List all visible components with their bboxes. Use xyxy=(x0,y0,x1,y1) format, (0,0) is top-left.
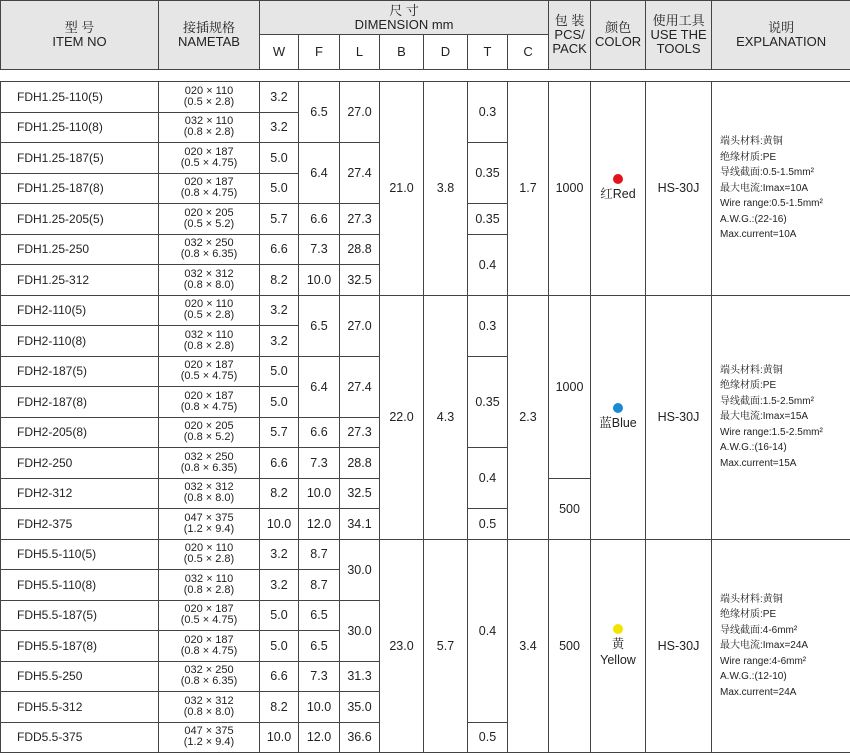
nametab: 032 × 110 (0.8 × 2.8) xyxy=(159,570,260,601)
header-dim-l: L xyxy=(340,35,380,70)
color-cell xyxy=(591,295,646,539)
dim-l: 28.8 xyxy=(340,234,380,265)
item-no: FDH5.5-110(8) xyxy=(1,570,159,601)
dim-l: 27.4 xyxy=(340,356,380,417)
dim-t: 0.35 xyxy=(468,204,508,235)
nametab: 020 × 205 (0.5 × 5.2) xyxy=(159,204,260,235)
header-nametab: 接插规格 NAMETAB xyxy=(159,1,260,70)
dim-t: 0.3 xyxy=(468,82,508,143)
item-no: FDH5.5-110(5) xyxy=(1,539,159,570)
dim-l: 36.6 xyxy=(340,722,380,753)
red-dot-icon xyxy=(613,174,623,184)
dim-l: 35.0 xyxy=(340,692,380,723)
pack-qty: 500 xyxy=(549,478,591,539)
item-no: FDH1.25-110(8) xyxy=(1,112,159,143)
explanation: 端头材料:黄铜 绝缘材质:PE 导线截面:1.5-2.5mm² 最大电流:Imax=15A Wire range:1.5-2.5mm² A.W.G.:(16-14) Max.current=15A xyxy=(712,295,850,539)
tool-name: HS-30J xyxy=(646,82,712,296)
dim-w: 3.2 xyxy=(260,112,299,143)
item-no: FDH1.25-187(8) xyxy=(1,173,159,204)
dim-f: 8.7 xyxy=(299,539,340,570)
header-pack: 包 装 PCS/ PACK xyxy=(549,1,591,70)
dim-c: 2.3 xyxy=(508,295,549,539)
dim-f: 10.0 xyxy=(299,265,340,296)
table-header xyxy=(0,0,850,70)
dim-l: 27.0 xyxy=(340,295,380,356)
nametab: 032 × 250 (0.8 × 6.35) xyxy=(159,661,260,692)
dim-f: 7.3 xyxy=(299,234,340,265)
item-no: FDH1.25-312 xyxy=(1,265,159,296)
pack-qty: 1000 xyxy=(549,295,591,478)
dim-w: 6.6 xyxy=(260,234,299,265)
nametab: 020 × 187 (0.5 × 4.75) xyxy=(159,600,260,631)
pack-qty: 500 xyxy=(549,539,591,753)
nametab: 020 × 187 (0.8 × 4.75) xyxy=(159,387,260,418)
header-dim-d: D xyxy=(424,35,468,70)
header-dim-w: W xyxy=(260,35,299,70)
nametab: 032 × 250 (0.8 × 6.35) xyxy=(159,448,260,479)
color-en: Blue xyxy=(611,416,637,430)
header-color: 颜色 COLOR xyxy=(591,1,646,70)
nametab: 020 × 187 (0.5 × 4.75) xyxy=(159,143,260,174)
item-no: FDH1.25-205(5) xyxy=(1,204,159,235)
item-no: FDH5.5-250 xyxy=(1,661,159,692)
item-no: FDH1.25-187(5) xyxy=(1,143,159,174)
dim-l: 30.0 xyxy=(340,600,380,661)
dim-f: 6.5 xyxy=(299,82,340,143)
tool-name: HS-30J xyxy=(646,295,712,539)
dim-f: 6.5 xyxy=(299,631,340,662)
dim-l: 28.8 xyxy=(340,448,380,479)
dim-t: 0.35 xyxy=(468,356,508,448)
dim-c: 1.7 xyxy=(508,82,549,296)
color-cn: 黄 xyxy=(611,636,625,651)
dim-w: 5.7 xyxy=(260,417,299,448)
blue-dot-icon xyxy=(613,403,623,413)
dim-l: 30.0 xyxy=(340,539,380,600)
item-no: FDH2-110(5) xyxy=(1,295,159,326)
nametab: 020 × 187 (0.8 × 4.75) xyxy=(159,173,260,204)
nametab: 047 × 375 (1.2 × 9.4) xyxy=(159,509,260,540)
nametab: 032 × 312 (0.8 × 8.0) xyxy=(159,478,260,509)
dim-f: 6.6 xyxy=(299,417,340,448)
nametab: 032 × 312 (0.8 × 8.0) xyxy=(159,265,260,296)
dim-f: 6.4 xyxy=(299,356,340,417)
spec-table-body xyxy=(0,81,850,753)
dim-l: 32.5 xyxy=(340,478,380,509)
item-no: FDH2-205(8) xyxy=(1,417,159,448)
dim-w: 6.6 xyxy=(260,448,299,479)
dim-w: 3.2 xyxy=(260,295,299,326)
dim-w: 10.0 xyxy=(260,722,299,753)
color-cell xyxy=(591,539,646,753)
dim-t: 0.4 xyxy=(468,448,508,509)
dim-t: 0.4 xyxy=(468,234,508,295)
item-no: FDH1.25-250 xyxy=(1,234,159,265)
explanation: 端头材料:黄铜 绝缘材质:PE 导线截面:0.5-1.5mm² 最大电流:Imax=10A Wire range:0.5-1.5mm² A.W.G.:(22-16) Max.current=10A xyxy=(712,82,850,296)
color-en: Yellow xyxy=(600,652,636,667)
dim-t: 0.5 xyxy=(468,509,508,540)
color-cn: 蓝 xyxy=(599,416,612,430)
dim-w: 5.0 xyxy=(260,143,299,174)
header-item-no: 型 号 ITEM NO xyxy=(1,1,159,70)
dim-w: 8.2 xyxy=(260,265,299,296)
table-row xyxy=(1,539,850,570)
dim-d: 5.7 xyxy=(424,539,468,753)
dim-d: 4.3 xyxy=(424,295,468,539)
dim-w: 6.6 xyxy=(260,661,299,692)
dim-w: 10.0 xyxy=(260,509,299,540)
table-row xyxy=(1,82,850,113)
nametab: 020 × 187 (0.8 × 4.75) xyxy=(159,631,260,662)
header-explanation: 说明 EXPLANATION xyxy=(712,1,850,70)
item-no: FDH2-110(8) xyxy=(1,326,159,357)
header-dim-c: C xyxy=(508,35,549,70)
nametab: 032 × 110 (0.8 × 2.8) xyxy=(159,326,260,357)
dim-d: 3.8 xyxy=(424,82,468,296)
dim-l: 32.5 xyxy=(340,265,380,296)
item-no: FDH2-250 xyxy=(1,448,159,479)
dim-f: 10.0 xyxy=(299,478,340,509)
dim-l: 34.1 xyxy=(340,509,380,540)
dim-f: 12.0 xyxy=(299,722,340,753)
dim-l: 27.3 xyxy=(340,417,380,448)
nametab: 020 × 110 (0.5 × 2.8) xyxy=(159,539,260,570)
item-no: FDD5.5-375 xyxy=(1,722,159,753)
item-no: FDH5.5-187(8) xyxy=(1,631,159,662)
dim-l: 31.3 xyxy=(340,661,380,692)
table-row xyxy=(1,295,850,326)
dim-t: 0.4 xyxy=(468,539,508,722)
explanation: 端头材料:黄铜 绝缘材质:PE 导线截面:4-6mm² 最大电流:Imax=24A Wire range:4-6mm² A.W.G.:(12-10) Max.current=24A xyxy=(712,539,850,753)
header-dim-b: B xyxy=(380,35,424,70)
dim-f: 6.4 xyxy=(299,143,340,204)
dim-l: 27.0 xyxy=(340,82,380,143)
dim-f: 7.3 xyxy=(299,661,340,692)
nametab: 032 × 312 (0.8 × 8.0) xyxy=(159,692,260,723)
dim-f: 8.7 xyxy=(299,570,340,601)
dim-w: 3.2 xyxy=(260,539,299,570)
dim-w: 5.0 xyxy=(260,173,299,204)
dim-w: 8.2 xyxy=(260,692,299,723)
nametab: 020 × 110 (0.5 × 2.8) xyxy=(159,295,260,326)
item-no: FDH1.25-110(5) xyxy=(1,82,159,113)
item-no: FDH5.5-187(5) xyxy=(1,600,159,631)
dim-c: 3.4 xyxy=(508,539,549,753)
pack-qty: 1000 xyxy=(549,82,591,296)
item-no: FDH2-187(5) xyxy=(1,356,159,387)
item-no: FDH2-187(8) xyxy=(1,387,159,418)
item-no: FDH2-312 xyxy=(1,478,159,509)
dim-w: 8.2 xyxy=(260,478,299,509)
dim-b: 22.0 xyxy=(380,295,424,539)
dim-w: 3.2 xyxy=(260,326,299,357)
dim-f: 7.3 xyxy=(299,448,340,479)
dim-w: 3.2 xyxy=(260,570,299,601)
dim-t: 0.3 xyxy=(468,295,508,356)
dim-b: 23.0 xyxy=(380,539,424,753)
dim-l: 27.4 xyxy=(340,143,380,204)
dim-l: 27.3 xyxy=(340,204,380,235)
nametab: 047 × 375 (1.2 × 9.4) xyxy=(159,722,260,753)
color-cell xyxy=(591,82,646,296)
item-no: FDH5.5-312 xyxy=(1,692,159,723)
dim-w: 5.0 xyxy=(260,387,299,418)
nametab: 032 × 110 (0.8 × 2.8) xyxy=(159,112,260,143)
dim-t: 0.5 xyxy=(468,722,508,753)
tool-name: HS-30J xyxy=(646,539,712,753)
header-dimension: 尺 寸 DIMENSION mm xyxy=(260,1,549,35)
dim-b: 21.0 xyxy=(380,82,424,296)
nametab: 020 × 205 (0.8 × 5.2) xyxy=(159,417,260,448)
dim-f: 12.0 xyxy=(299,509,340,540)
dim-w: 3.2 xyxy=(260,82,299,113)
nametab: 020 × 187 (0.5 × 4.75) xyxy=(159,356,260,387)
dim-f: 6.6 xyxy=(299,204,340,235)
dim-w: 5.0 xyxy=(260,631,299,662)
nametab: 020 × 110 (0.5 × 2.8) xyxy=(159,82,260,113)
dim-w: 5.0 xyxy=(260,356,299,387)
color-en: Red xyxy=(612,187,636,202)
header-dim-t: T xyxy=(468,35,508,70)
dim-w: 5.0 xyxy=(260,600,299,631)
header-tools: 使用工具 USE THE TOOLS xyxy=(646,1,712,70)
dim-t: 0.35 xyxy=(468,143,508,204)
dim-f: 6.5 xyxy=(299,295,340,356)
dim-w: 5.7 xyxy=(260,204,299,235)
dim-f: 10.0 xyxy=(299,692,340,723)
color-cn: 红 xyxy=(600,187,613,202)
yellow-dot-icon xyxy=(613,624,623,634)
dim-f: 6.5 xyxy=(299,600,340,631)
item-no: FDH2-375 xyxy=(1,509,159,540)
nametab: 032 × 250 (0.8 × 6.35) xyxy=(159,234,260,265)
header-dim-f: F xyxy=(299,35,340,70)
